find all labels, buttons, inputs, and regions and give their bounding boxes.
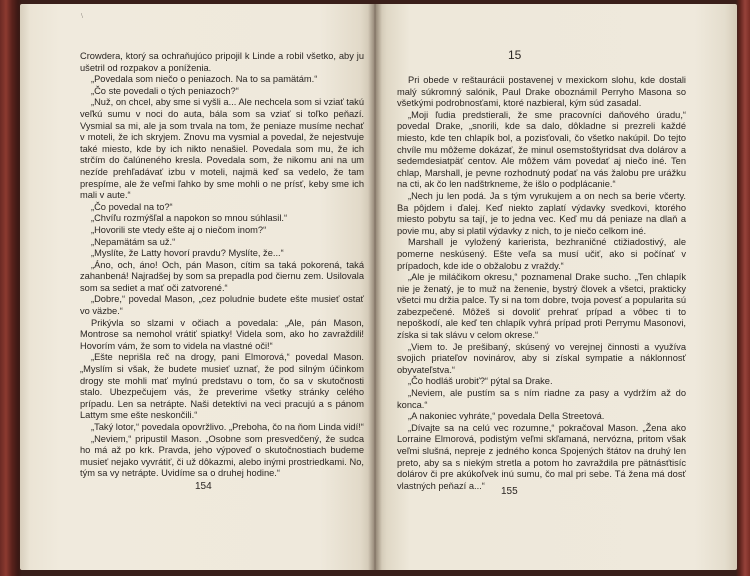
- paragraph: „Nech ju len podá. Ja s tým vyrukujem a on nech sa berie včerty. Ba pôjdem i ďalej. Keď niekto zaplatí výdavky svedkovi, ktorého miesto pobytu sa tají, je to jedna vec. Keď mu dá peniaze na dlaň a povie mu, aby si platil výdavky z nich, to je niečo celkom iné.: [397, 190, 686, 236]
- left-page: [20, 4, 375, 570]
- paragraph: „Dobre,“ povedal Mason, „cez poludnie budete ešte musieť ostať vo väzbe.“: [80, 294, 364, 317]
- paragraph: „Hovorili ste vtedy ešte aj o niečom inom?“: [91, 224, 267, 235]
- paragraph: „Čo hodláš urobiť?“ pýtal sa Drake.: [408, 376, 553, 387]
- paragraph: Crowdera, ktorý sa ochraňujúco pripojil k Linde a robil všetko, aby ju ušetril od rozpakov a poníženia.: [80, 51, 364, 73]
- paragraph: Marshall je vyložený karierista, bezhraničné ctižiadostivý, ale pomerne neskúsený. Ešte veľa sa musí učiť, ako si počínať v prípadoch, kde ide o obžalobu z vraždy.“: [397, 237, 686, 271]
- paragraph: „Moji ľudia predstierali, že sme pracovníci daňového úradu,“ povedal Drake, „snorili, kde sa dalo, dôkladne si prezreli každé miesto, kde ten chlapík bol, a pozisťovali, čo všetko nakúpil. Do tejto chvíle mu môžeme dokázať, že minul osemstoštyridsat dva dolárov a sedemdesiatpäť centov. Ale môžem vám povedať aj niečo iné. Ten chlap, Marshall, je pevne rozhodnutý podať na vás žalobu pre urážku na cti, ak čo len nadštrkneme, že išlo o podplácanie.“: [397, 109, 686, 190]
- chapter-number: 15: [508, 48, 522, 62]
- paragraph: „Neviem,“ pripustil Mason. „Osobne som presvedčený, že sudca ho má až po krk. Pravda, jeho výpoveď o skutočnostiach budeme musieť nejako vyvrátiť, či už dôkazmi, alebo inými prostriedkami. No, tým sa vy netrápte. Uvidíme sa o druhej hodine.“: [80, 433, 364, 479]
- paragraph: „Nuž, on chcel, aby sme si vyšli a... Ale nechcela som si vziať takú veľkú sumu v noci do auta, bála som sa vziať si toľko peňazí. Vysmial sa mi, ale ja som trvala na tom, že peniaze musíme nechať v moteli, že ich skryjem. Znovu ma vysmial a povedal, že nejestvuje také miesto, kde by ich nikto nenašiel. Povedala som mu, že ich strčím do čalúneného kresla. Povedala som, že nikomu ani na um nezíde prehľadávať izbu v moteli, najmä keď sa vedelo, že tam prespíme, ale že veľmi ľahko by sme mohli o ne prísť, keby sme ich mali v aute.“: [80, 97, 364, 201]
- paragraph: „Chvíľu rozmýšľal a napokon so mnou súhlasil.“: [91, 213, 288, 224]
- paragraph: „Ale je miláčikom okresu,“ poznamenal Drake sucho. „Ten chlapík nie je ženatý, je to muž na ženenie, bystrý človek a všetci, prakticky všetci mu držia palce. Ty si na tom dobre, tvoja povesť a popularita sú zabezpečené. Môžeš si dovoliť prehrať prípad a vôbec ti to nepoškodí, ale keď ten chlapík vyhrá prípad proti Perrymu Masonovi, získa si tak slávu v celom okrese.“: [397, 272, 686, 341]
- paragraph: „Čo ste povedali o tých peniazoch?“: [91, 85, 239, 96]
- paragraph: „Taký lotor,“ povedala opovržlivo. „Preboha, čo na ňom Linda vidí!“: [91, 422, 364, 432]
- left-page-text: [80, 51, 364, 480]
- paragraph: „Povedala som niečo o peniazoch. Na to sa pamätám.“: [91, 74, 318, 85]
- paragraph: Pri obede v reštaurácii postavenej v mexickom slohu, kde dostali malý súkromný salónik, Paul Drake oboznámil Perryho Masona so všetkými podrobnosťami, ktoré nazbieral, kým súd zasadal.: [397, 75, 686, 109]
- page-number-left: 154: [195, 481, 212, 492]
- paragraph: „Ešte neprišla reč na drogy, pani Elmorová,“ povedal Mason. „Myslím si však, že budete musieť uznať, že pod silným účinkom drogy ste mohli mať mylnú predstavu o tom, čo sa v skutočnosti stalo. Ubezpečujem vás, že preverime všetky stránky celého prípadu. Len sa netrápte. Naši detektívi na veci pracujú a s pánom Lattym sme ešte neskončili.“: [80, 352, 364, 421]
- page-mark: \: [81, 12, 83, 20]
- paragraph: „A nakoniec vyhráte,“ povedala Della Streetová.: [408, 411, 605, 422]
- page-number-right: 155: [501, 486, 518, 497]
- paragraph: „Viem to. Je prešibaný, skúsený vo verejnej činnosti a využíva svojich priateľov novinárov, aby si získal sympatie a náklonnosť obyvateľstva.“: [397, 341, 686, 375]
- paragraph: „Áno, och, áno! Och, pán Mason, cítim sa taká pokorená, taká zahanbená! Najradšej by som sa prepadla pod čiernu zem. Usilovala som sa sediet a mať oči zatvorené.“: [80, 259, 364, 293]
- paragraph: „Myslíte, že Latty hovorí pravdu? Myslíte, že...“: [91, 248, 284, 259]
- paragraph: Prikývla so slzami v očiach a povedala: „Ale, pán Mason, Montrose sa nemohol vrátiť spiatky! Videla som, ako ho zavraždili! Hovorím vám, že som to videla na vlastné oči!“: [80, 317, 364, 351]
- paragraph: „Nepamätám sa už.“: [91, 236, 176, 247]
- paragraph: „Neviem, ale pustím sa s ním riadne za pasy a vydržím až do konca.“: [397, 388, 686, 410]
- right-page: [375, 4, 737, 570]
- right-page-text: [397, 75, 686, 492]
- paragraph: „Dívajte sa na celú vec rozumne,“ pokračoval Mason. „Žena ako Lorraine Elmorová, podistým veľmi skľamaná, nervózna, pritom však veľmi slušná, nepreje z jedného konca Spojených štátov na druhý len preto, aby sa s niekým stretla a potom ho zavraždila pre pätnásťtisíc dolárov či pre akúkoľvek inú sumu, čo mal pri sebe. Tá žena má dosť vlastných peňazí a...“: [397, 422, 686, 491]
- paragraph: „Čo povedal na to?“: [91, 201, 173, 212]
